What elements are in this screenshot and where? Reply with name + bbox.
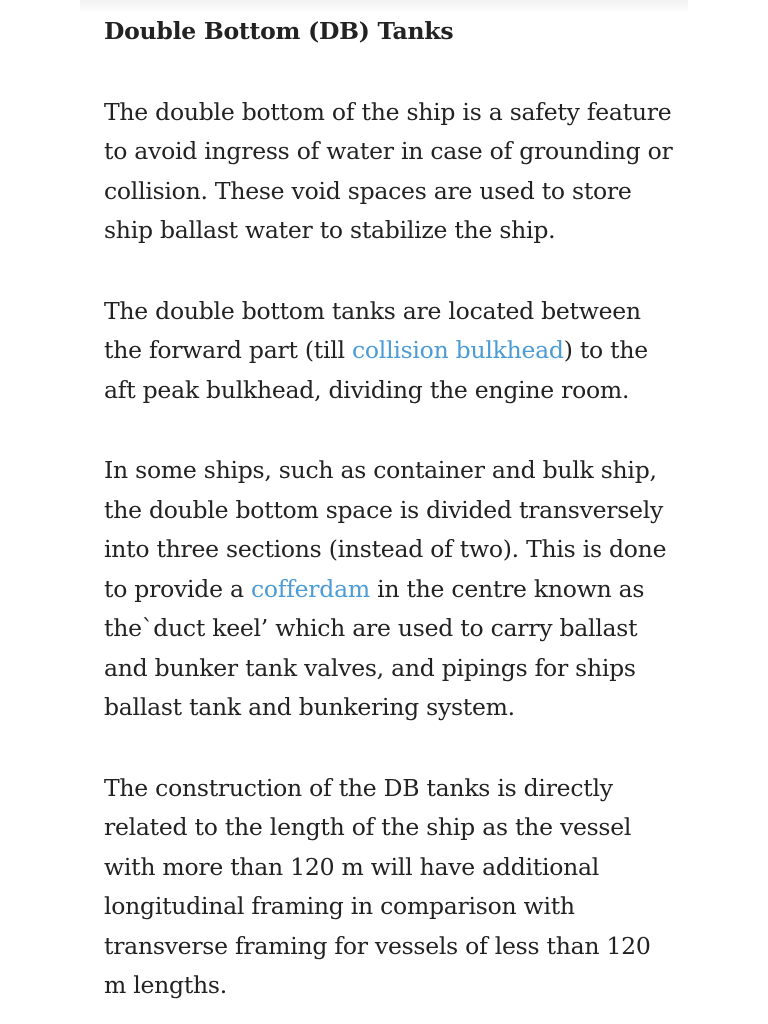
paragraph-1: The double bottom of the ship is a safety feature to avoid ingress of water in case of grounding or collision. These void spaces are used to store ship ballast water to stabilize the ship. [104,97,673,244]
paragraph-2 [104,292,674,411]
paragraph-2-text-after: ) to the aft peak bulkhead, dividing the engine room. [104,336,648,404]
paragraph-3-text-before: In some ships, such as container and bulk ship, the double bottom space is divided transversely into three sections (instead of two). This is done to provide a [104,456,667,603]
paragraph-2-text-before: The double bottom tanks are located between the forward part (till [104,296,641,364]
paragraph-3-text-after: in the centre known as the`duct keel’ which are used to carry ballast and bunker tank valves, and pipings for ships ballast tank and bunkering system. [104,574,645,721]
paragraph-3 [104,451,674,728]
collision-bulkhead-link[interactable]: collision bulkhead [352,336,564,364]
section-heading: Double Bottom (DB) Tanks [104,17,454,45]
article-body [104,12,674,1024]
cofferdam-link[interactable]: cofferdam [250,574,370,603]
paragraph-4: The construction of the DB tanks is directly related to the length of the ship as the vessel with more than 120 m will have additional longitudinal framing in comparison with transverse framing for vessels of less than 120 m lengths. [104,773,651,999]
